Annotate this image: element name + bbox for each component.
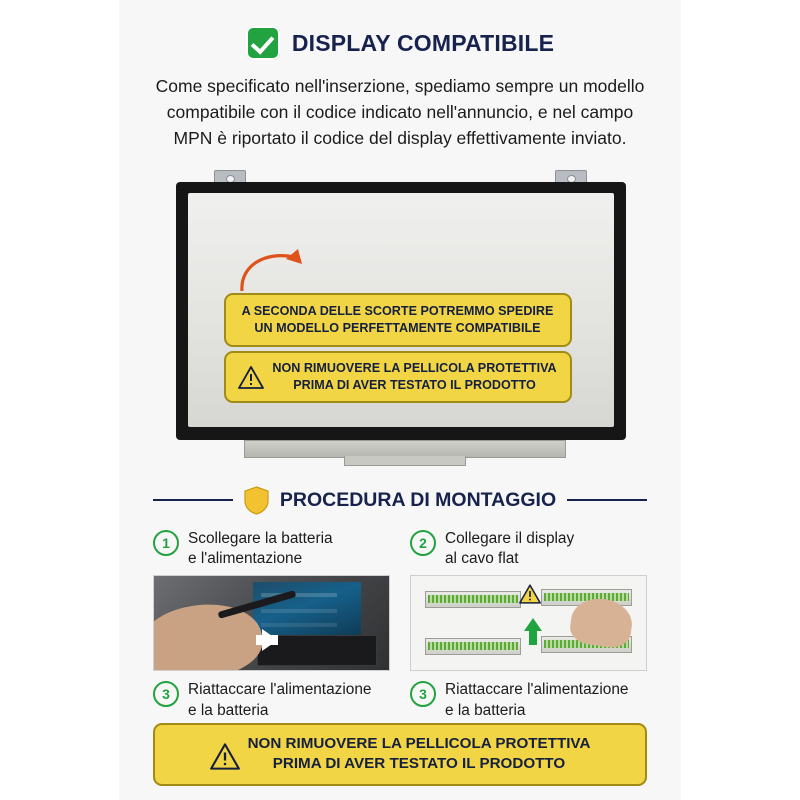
intro-paragraph: Come specificato nell'inserzione, spediamo sempre un modello compatibile con il codice indicato nell'annuncio, e nel campo MPN è riportato il codice del display effettivamente inviato. xyxy=(155,76,645,148)
direction-arrow-icon xyxy=(262,629,278,651)
step-text xyxy=(188,680,371,721)
step-text xyxy=(445,680,628,721)
step-text xyxy=(445,529,574,570)
notice-warning-line2: PRIMA DI AVER TESTATO IL PRODOTTO xyxy=(293,378,536,393)
connector-top-left xyxy=(425,591,521,608)
bottom-warning-text xyxy=(248,734,591,775)
curved-arrow-icon xyxy=(236,245,306,293)
photo-flat-cable-connect xyxy=(410,575,647,671)
content-frame xyxy=(119,0,681,800)
shield-icon xyxy=(244,486,269,515)
step-line-1: Riattaccare l'alimentazione xyxy=(188,681,372,699)
step-2 xyxy=(410,529,647,570)
notice-warning xyxy=(224,351,572,404)
connector-bottom-left xyxy=(425,638,521,655)
warning-triangle-icon xyxy=(519,584,541,604)
bottom-warning-line2: PRIMA DI AVER TESTATO IL PRODOTTO xyxy=(272,755,566,773)
step-line-2: al cavo flat xyxy=(445,550,519,567)
step-line-1: Riattaccare l'alimentazione xyxy=(445,681,629,699)
check-badge-icon xyxy=(246,26,280,60)
step-number: 1 xyxy=(153,530,179,556)
display-panel-illustration xyxy=(148,170,653,470)
header xyxy=(119,0,681,60)
step-line-2: e l'alimentazione xyxy=(188,550,303,567)
divider-left xyxy=(153,499,233,501)
panel-bezel xyxy=(176,182,626,440)
divider-right xyxy=(567,499,647,501)
photo-battery-disconnect xyxy=(153,575,390,671)
green-arrow-icon xyxy=(524,618,542,631)
notice-primary: A SECONDA DELLE SCORTE POTREMMO SPEDIRE UN MODELLO PERFETTAMENTE COMPATIBILE xyxy=(224,293,572,348)
step-number: 2 xyxy=(410,530,436,556)
step-1 xyxy=(153,529,390,570)
warning-triangle-icon xyxy=(210,743,236,766)
bottom-warning-banner xyxy=(153,723,647,786)
step-line-2: e la batteria xyxy=(445,701,526,719)
step-line-1: Scollegare la batteria xyxy=(188,529,333,547)
notice-warning-line1: NON RIMUOVERE LA PELLICOLA PROTETTIVA xyxy=(272,360,557,375)
step-3-right xyxy=(410,680,647,721)
step-number: 3 xyxy=(153,681,179,707)
procedure-steps xyxy=(153,529,647,727)
panel-screen-surface xyxy=(188,193,614,427)
panel-connector-tab xyxy=(344,456,466,466)
step-line-1: Collegare il display xyxy=(445,529,575,547)
step-3-left xyxy=(153,680,390,721)
step-number: 3 xyxy=(410,681,436,707)
step-line-2: e la batteria xyxy=(188,701,269,719)
page-title: DISPLAY COMPATIBILE xyxy=(291,29,555,56)
warning-triangle-icon xyxy=(238,366,264,389)
bottom-warning-line1: NON RIMUOVERE LA PELLICOLA PROTETTIVA xyxy=(247,734,591,752)
procedure-title: PROCEDURA DI MONTAGGIO xyxy=(279,488,557,511)
procedure-section-header xyxy=(153,486,647,515)
step-text xyxy=(188,529,333,570)
